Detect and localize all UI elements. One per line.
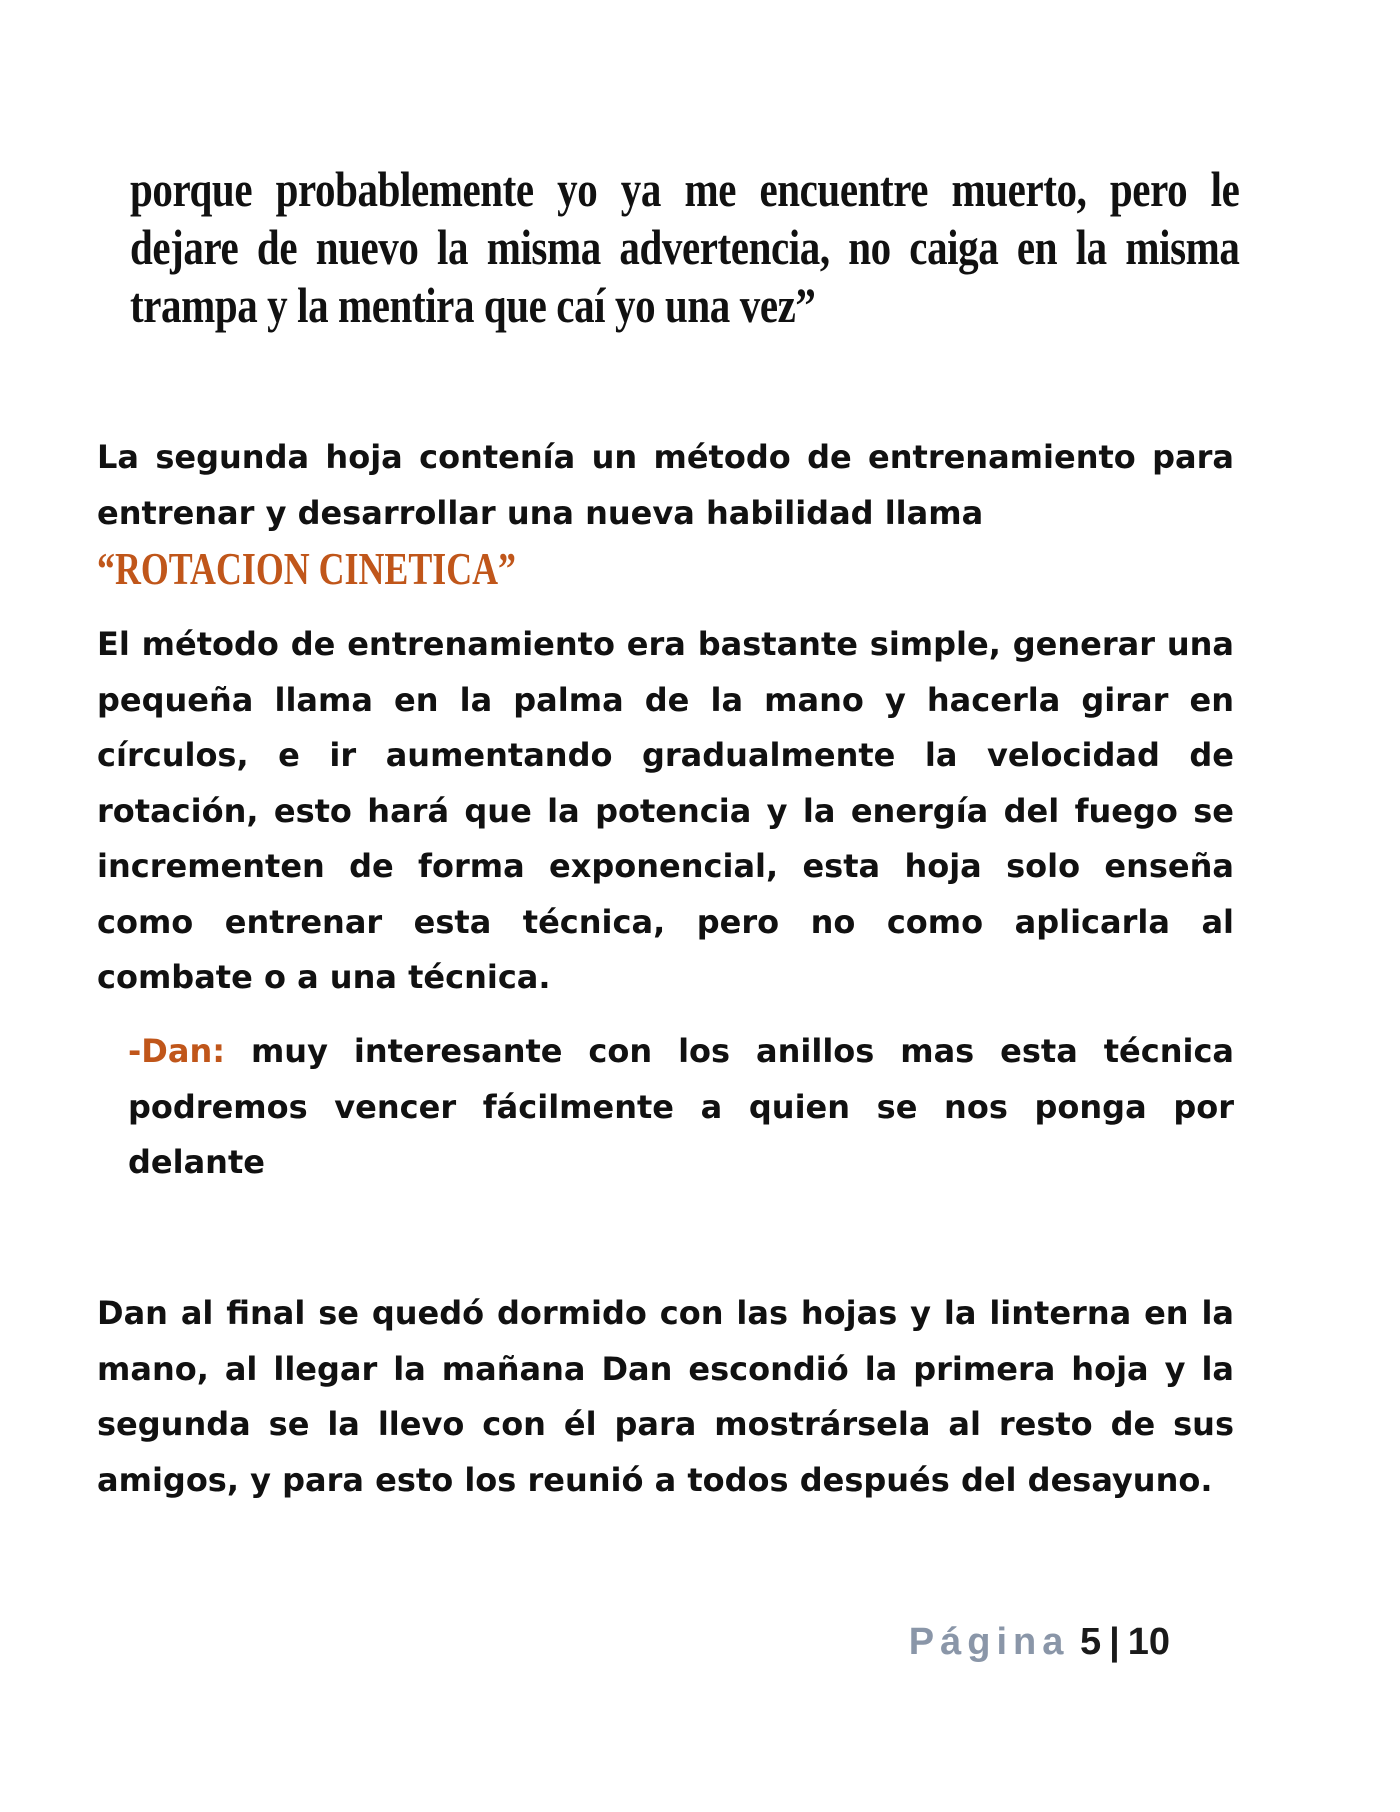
technique-title: “ROTACION CINETICA”: [97, 543, 516, 594]
page-separator: |: [1109, 1621, 1120, 1663]
dialogue-speaker: -Dan:: [128, 1032, 226, 1070]
dialogue-line: [128, 1024, 1234, 1191]
dialogue-text: muy interesante con los anillos mas esta técnica podremos vencer fácilmente a quien se nos ponga por delante: [128, 1032, 1234, 1181]
paragraph-second-sheet-text: La segunda hoja contenía un método de entrenamiento para entrenar y desarrollar una nueva habilidad llama: [97, 438, 1234, 532]
paragraph-training-method: El método de entrenamiento era bastante simple, generar una pequeña llama en la palma de la mano y hacerla girar en círculos, e ir aumentando gradualmente la velocidad de rotación, esto hará que la potencia y la energía del fuego se incrementen de forma exponencial, esta hoja solo enseña como entrenar esta técnica, pero no como aplicarla al combate o a una técnica.: [97, 625, 1234, 996]
page-label: Página: [908, 1621, 1070, 1663]
page-number-footer: [909, 1620, 1170, 1664]
page-current: 5: [1079, 1621, 1102, 1663]
paragraph-second-sheet: [97, 430, 1234, 599]
paragraph-morning: Dan al final se quedó dormido con las hojas y la linterna en la mano, al llegar la mañana Dan escondió la primera hoja y la segunda se la llevo con él para mostrársela al resto de sus amigos, y para esto los reunió a todos después del desayuno.: [97, 1294, 1234, 1499]
page-total: 10: [1127, 1621, 1170, 1663]
quote-paragraph: porque probablemente yo ya me encuentre muerto, pero le dejare de nuevo la misma advertencia, no caiga en la misma trampa y la mentira que caí yo una vez”: [130, 161, 1240, 333]
